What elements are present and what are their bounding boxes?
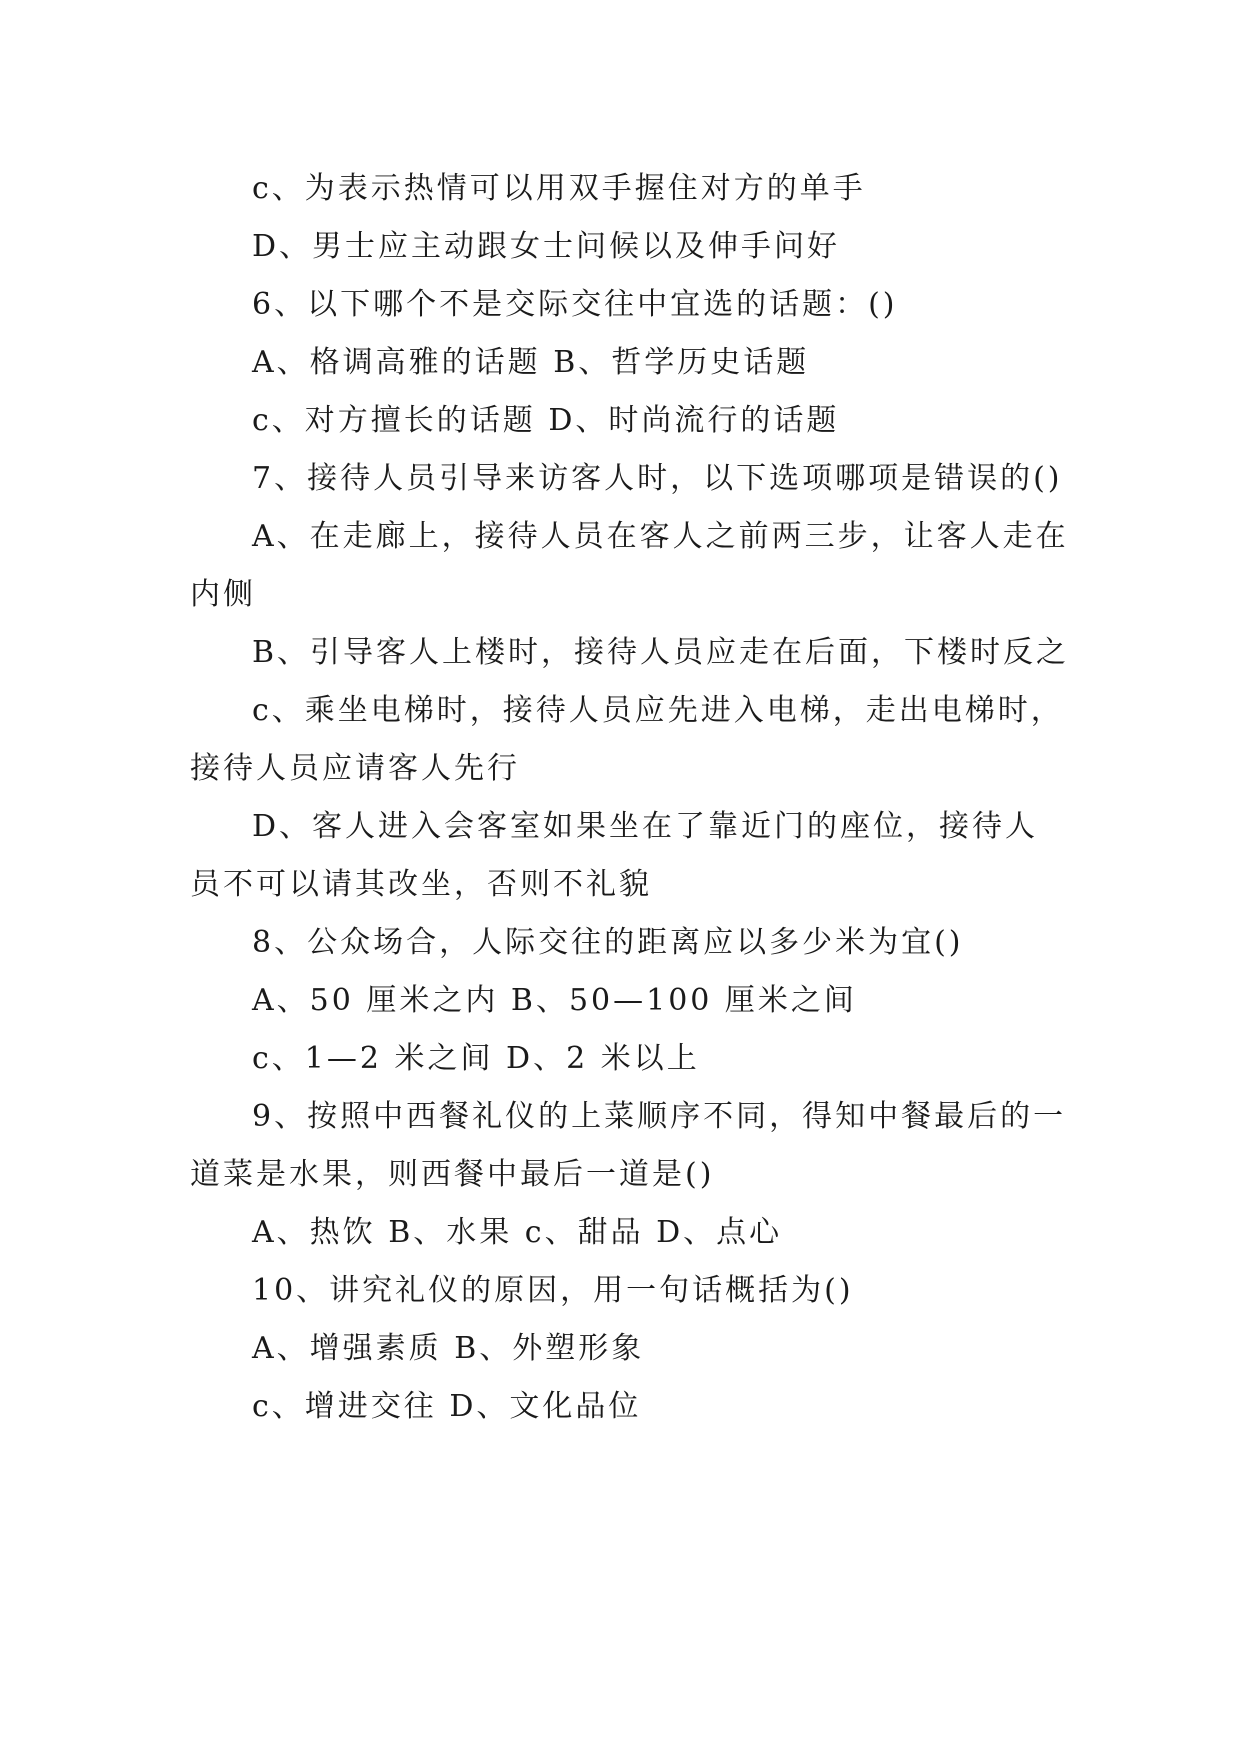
option-c-q7: c、乘坐电梯时，接待人员应先进入电梯，走出电梯时，接待人员应请客人先行 xyxy=(190,693,1064,786)
question-8: 8、公众场合，人际交往的距离应以多少米为宜() xyxy=(252,925,964,960)
option-d-q7: D、客人进入会客室如果坐在了靠近门的座位，接待人员不可以请其改坐，否则不礼貌 xyxy=(190,809,1039,902)
options-ab-q6: A、格调高雅的话题 B、哲学历史话题 xyxy=(252,345,810,380)
question-6: 6、以下哪个不是交际交往中宜选的话题：() xyxy=(252,287,898,322)
options-cd-q6: c、对方擅长的话题 D、时尚流行的话题 xyxy=(252,403,840,438)
options-ab-q8: A、50 厘米之内 B、50—100 厘米之间 xyxy=(252,983,857,1018)
question-10: 10、讲究礼仪的原因，用一句话概括为() xyxy=(252,1273,854,1308)
option-c-q5: c、为表示热情可以用双手握住对方的单手 xyxy=(252,171,866,206)
option-d-q5: D、男士应主动跟女士问候以及伸手问好 xyxy=(252,229,841,264)
question-9: 9、按照中西餐礼仪的上菜顺序不同，得知中餐最后的一道菜是水果，则西餐中最后一道是() xyxy=(190,1099,1067,1192)
option-a-q7: A、在走廊上，接待人员在客人之前两三步，让客人走在内侧 xyxy=(190,519,1069,612)
options-q9: A、热饮 B、水果 c、甜品 D、点心 xyxy=(252,1215,783,1250)
question-7: 7、接待人员引导来访客人时，以下选项哪项是错误的() xyxy=(252,461,1063,496)
option-b-q7: B、引导客人上楼时，接待人员应走在后面，下楼时反之 xyxy=(252,635,1070,670)
options-cd-q10: c、增进交往 D、文化品位 xyxy=(252,1389,642,1424)
document-page xyxy=(190,160,1070,1436)
options-cd-q8: c、1—2 米之间 D、2 米以上 xyxy=(252,1041,700,1076)
options-ab-q10: A、增强素质 B、外塑形象 xyxy=(252,1331,645,1366)
